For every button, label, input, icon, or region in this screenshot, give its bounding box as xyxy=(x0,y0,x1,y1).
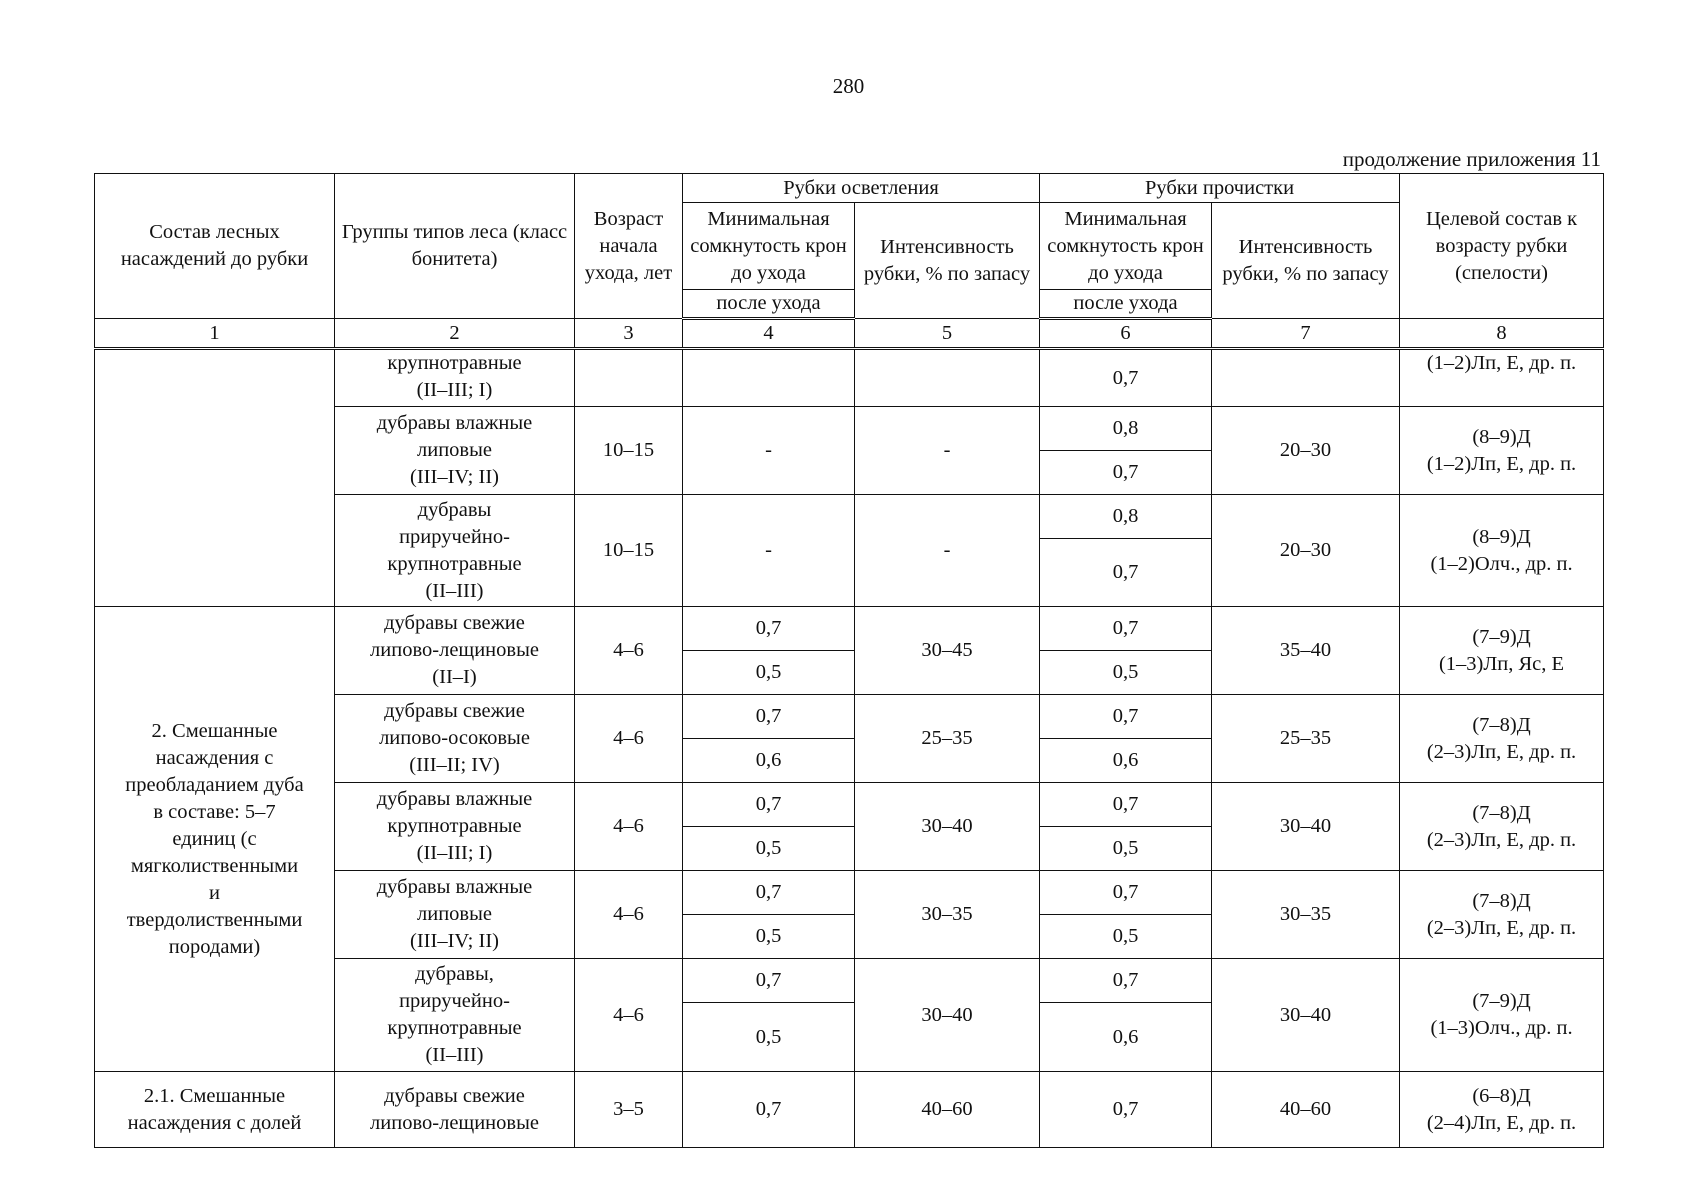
header-age: Возраст начала ухода, лет xyxy=(575,174,683,319)
header-light-min-density: Минимальная сомкнутость крон до ухода xyxy=(683,203,855,290)
header-light-intensity: Интенсивность рубки, % по запасу xyxy=(855,203,1040,319)
age-cell: 4–6 xyxy=(575,695,683,783)
target-composition-cell xyxy=(1400,959,1604,1072)
composition-line: твердолиственными xyxy=(126,908,303,931)
light-min-density-cell: - xyxy=(683,407,855,495)
clean-intensity-cell: 30–35 xyxy=(1212,871,1400,959)
light-intensity-cell: - xyxy=(855,407,1040,495)
composition-line: насаждения с долей xyxy=(127,1111,302,1134)
light-intensity-cell: 25–35 xyxy=(855,695,1040,783)
target-composition-cell xyxy=(1400,607,1604,695)
forest-care-table xyxy=(94,173,1604,1148)
age-cell: 10–15 xyxy=(575,407,683,495)
forest-type-line: дубравы свежие xyxy=(384,700,525,722)
composition-line: 2. Смешанные xyxy=(151,719,278,742)
forest-type-cell xyxy=(335,959,575,1072)
target-line: (1–3)Лп, Яс, Е xyxy=(1438,652,1565,675)
forest-type-line: (III–IV; II) xyxy=(410,930,499,952)
forest-type-line: дубравы влажные xyxy=(376,412,533,434)
light-min-density-cell: 0,7 xyxy=(683,695,855,739)
light-min-density-cell: 0,7 xyxy=(683,871,855,915)
forest-type-line: приручейно- xyxy=(399,525,510,548)
clean-min-density-after-cell: 0,5 xyxy=(1040,651,1212,695)
clean-min-density-after-cell: 0,7 xyxy=(1040,451,1212,495)
header-target-composition: Целевой состав к возрасту рубки (спелости) xyxy=(1400,174,1604,319)
target-line: (2–3)Лп, Е, др. п. xyxy=(1426,740,1577,763)
composition-cell xyxy=(95,349,335,607)
clean-min-density-after-cell: 0,6 xyxy=(1040,1003,1212,1072)
header-composition: Состав лесных насаждений до рубки xyxy=(95,174,335,319)
forest-type-line: (II–III; I) xyxy=(416,379,493,401)
target-composition-cell xyxy=(1400,783,1604,871)
forest-type-cell xyxy=(335,495,575,607)
target-composition-cell xyxy=(1400,407,1604,495)
light-min-density-cell: 0,7 xyxy=(683,607,855,651)
age-cell: 4–6 xyxy=(575,959,683,1072)
clean-intensity-cell: 30–40 xyxy=(1212,959,1400,1072)
composition-line: мягколиственными xyxy=(130,854,299,877)
forest-type-line: крупнотравные xyxy=(387,552,522,575)
target-line: (8–9)Д xyxy=(1472,525,1531,548)
clean-min-density-cell: 0,7 xyxy=(1040,1072,1212,1148)
forest-type-line: дубравы, xyxy=(415,963,494,985)
light-intensity-cell: 30–35 xyxy=(855,871,1040,959)
forest-type-cell xyxy=(335,607,575,695)
light-min-density-cell xyxy=(683,349,855,407)
age-cell: 4–6 xyxy=(575,607,683,695)
header-cleaning: Рубки прочистки xyxy=(1040,174,1400,203)
target-line: (2–4)Лп, Е, др. п. xyxy=(1426,1111,1577,1134)
column-number: 7 xyxy=(1212,319,1400,349)
table-row xyxy=(95,607,1604,651)
forest-type-line: (II–III) xyxy=(425,579,484,602)
clean-intensity-cell: 30–40 xyxy=(1212,783,1400,871)
clean-intensity-cell: 35–40 xyxy=(1212,607,1400,695)
light-min-density-cell: 0,7 xyxy=(683,959,855,1003)
forest-type-line: (II–I) xyxy=(432,666,477,688)
clean-min-density-after-cell: 0,6 xyxy=(1040,739,1212,783)
continuation-label: продолжение приложения 11 xyxy=(1342,147,1601,171)
light-min-density-after-cell: 0,6 xyxy=(683,739,855,783)
forest-type-line: липово-лещиновые xyxy=(370,639,539,661)
age-cell: 10–15 xyxy=(575,495,683,607)
forest-type-line: дубравы влажные xyxy=(376,788,533,810)
clean-min-density-after-cell: 0,5 xyxy=(1040,827,1212,871)
column-number: 3 xyxy=(575,319,683,349)
clean-min-density-cell: 0,7 xyxy=(1040,695,1212,739)
composition-line: и xyxy=(209,881,220,904)
clean-min-density-cell: 0,7 xyxy=(1040,783,1212,827)
column-number: 1 xyxy=(95,319,335,349)
header-row xyxy=(95,174,1604,203)
composition-line: породами) xyxy=(168,935,261,958)
target-line: (2–3)Лп, Е, др. п. xyxy=(1426,828,1577,851)
target-line: (8–9)Д xyxy=(1472,425,1531,448)
light-intensity-cell xyxy=(855,349,1040,407)
light-intensity-cell: 30–40 xyxy=(855,783,1040,871)
composition-line: в составе: 5–7 xyxy=(153,800,276,823)
composition-line: насаждения с xyxy=(155,746,274,769)
light-min-density-after-cell: 0,5 xyxy=(683,915,855,959)
composition-line: преобладанием дуба xyxy=(125,773,304,796)
target-line: (1–2)Лп, Е, др. п. xyxy=(1426,352,1577,374)
target-line: (7–8)Д xyxy=(1472,801,1531,824)
forest-type-line: (II–III) xyxy=(425,1044,484,1066)
forest-type-line: крупнотравные xyxy=(387,352,522,374)
light-min-density-cell: 0,7 xyxy=(683,1072,855,1148)
light-intensity-cell: - xyxy=(855,495,1040,607)
forest-type-cell xyxy=(335,1072,575,1148)
forest-type-line: дубравы свежие xyxy=(384,612,525,634)
clean-intensity-cell: 20–30 xyxy=(1212,495,1400,607)
light-intensity-cell: 40–60 xyxy=(855,1072,1040,1148)
forest-type-line: липово-осоковые xyxy=(379,727,530,749)
forest-type-line: крупнотравные xyxy=(387,1017,522,1039)
target-composition-cell xyxy=(1400,1072,1604,1148)
target-line: (7–8)Д xyxy=(1472,713,1531,736)
target-composition-cell xyxy=(1400,871,1604,959)
forest-type-cell xyxy=(335,783,575,871)
forest-type-line: (III–II; IV) xyxy=(409,754,500,776)
forest-type-cell xyxy=(335,695,575,783)
composition-cell xyxy=(95,1072,335,1148)
clean-min-density-cell: 0,7 xyxy=(1040,349,1212,407)
target-line: (6–8)Д xyxy=(1472,1084,1531,1107)
light-intensity-cell: 30–40 xyxy=(855,959,1040,1072)
forest-type-cell xyxy=(335,407,575,495)
clean-min-density-cell: 0,8 xyxy=(1040,407,1212,451)
light-min-density-after-cell: 0,5 xyxy=(683,827,855,871)
page-number: 280 xyxy=(832,74,865,98)
table-row xyxy=(95,349,1604,407)
forest-type-cell xyxy=(335,349,575,407)
forest-type-cell xyxy=(335,871,575,959)
target-composition-cell xyxy=(1400,695,1604,783)
light-min-density-after-cell: 0,5 xyxy=(683,651,855,695)
composition-cell xyxy=(95,607,335,1072)
target-line: (7–9)Д xyxy=(1472,625,1531,648)
clean-min-density-after-cell: 0,7 xyxy=(1040,539,1212,607)
header-clean-after-care: после ухода xyxy=(1040,290,1212,319)
target-line: (2–3)Лп, Е, др. п. xyxy=(1426,916,1577,939)
header-clean-min-density: Минимальная сомкнутость крон до ухода xyxy=(1040,203,1212,290)
forest-type-line: липово-лещиновые xyxy=(370,1111,539,1134)
age-cell: 3–5 xyxy=(575,1072,683,1148)
forest-type-line: (III–IV; II) xyxy=(410,466,499,488)
target-composition-cell xyxy=(1400,495,1604,607)
column-number: 4 xyxy=(683,319,855,349)
clean-min-density-cell: 0,7 xyxy=(1040,607,1212,651)
clean-min-density-after-cell: 0,5 xyxy=(1040,915,1212,959)
age-cell: 4–6 xyxy=(575,783,683,871)
forest-type-line: приручейно- xyxy=(399,990,510,1012)
forest-type-line: дубравы влажные xyxy=(376,876,533,898)
target-line: (1–2)Лп, Е, др. п. xyxy=(1426,452,1577,475)
clean-intensity-cell: 25–35 xyxy=(1212,695,1400,783)
clean-min-density-cell: 0,7 xyxy=(1040,871,1212,915)
age-cell: 4–6 xyxy=(575,871,683,959)
target-composition-cell xyxy=(1400,349,1604,407)
target-line: (1–3)Олч., др. п. xyxy=(1430,1017,1573,1039)
forest-type-line: дубравы свежие xyxy=(384,1084,525,1107)
clean-intensity-cell: 20–30 xyxy=(1212,407,1400,495)
age-cell xyxy=(575,349,683,407)
light-intensity-cell: 30–45 xyxy=(855,607,1040,695)
target-line: (7–9)Д xyxy=(1472,990,1531,1012)
light-min-density-cell: 0,7 xyxy=(683,783,855,827)
light-min-density-cell: - xyxy=(683,495,855,607)
target-line: (1–2)Олч., др. п. xyxy=(1430,552,1573,575)
column-number: 6 xyxy=(1040,319,1212,349)
header-forest-type: Группы типов леса (класс бонитета) xyxy=(335,174,575,319)
composition-line: единиц (с xyxy=(172,827,257,850)
light-min-density-after-cell: 0,5 xyxy=(683,1003,855,1072)
clean-intensity-cell xyxy=(1212,349,1400,407)
column-number: 2 xyxy=(335,319,575,349)
column-number-row xyxy=(95,319,1604,349)
forest-type-line: липовые xyxy=(417,903,492,925)
clean-min-density-cell: 0,8 xyxy=(1040,495,1212,539)
composition-line: 2.1. Смешанные xyxy=(143,1084,286,1107)
table-row xyxy=(95,1072,1604,1148)
forest-type-line: крупнотравные xyxy=(387,815,522,837)
forest-type-line: (II–III; I) xyxy=(416,842,493,864)
target-line: (7–8)Д xyxy=(1472,889,1531,912)
header-lightening: Рубки осветления xyxy=(683,174,1040,203)
forest-type-line: дубравы xyxy=(417,498,492,521)
header-light-after-care: после ухода xyxy=(683,290,855,319)
forest-type-line: липовые xyxy=(417,439,492,461)
header-clean-intensity: Интенсивность рубки, % по запасу xyxy=(1212,203,1400,319)
column-number: 5 xyxy=(855,319,1040,349)
clean-min-density-cell: 0,7 xyxy=(1040,959,1212,1003)
column-number: 8 xyxy=(1400,319,1604,349)
clean-intensity-cell: 40–60 xyxy=(1212,1072,1400,1148)
